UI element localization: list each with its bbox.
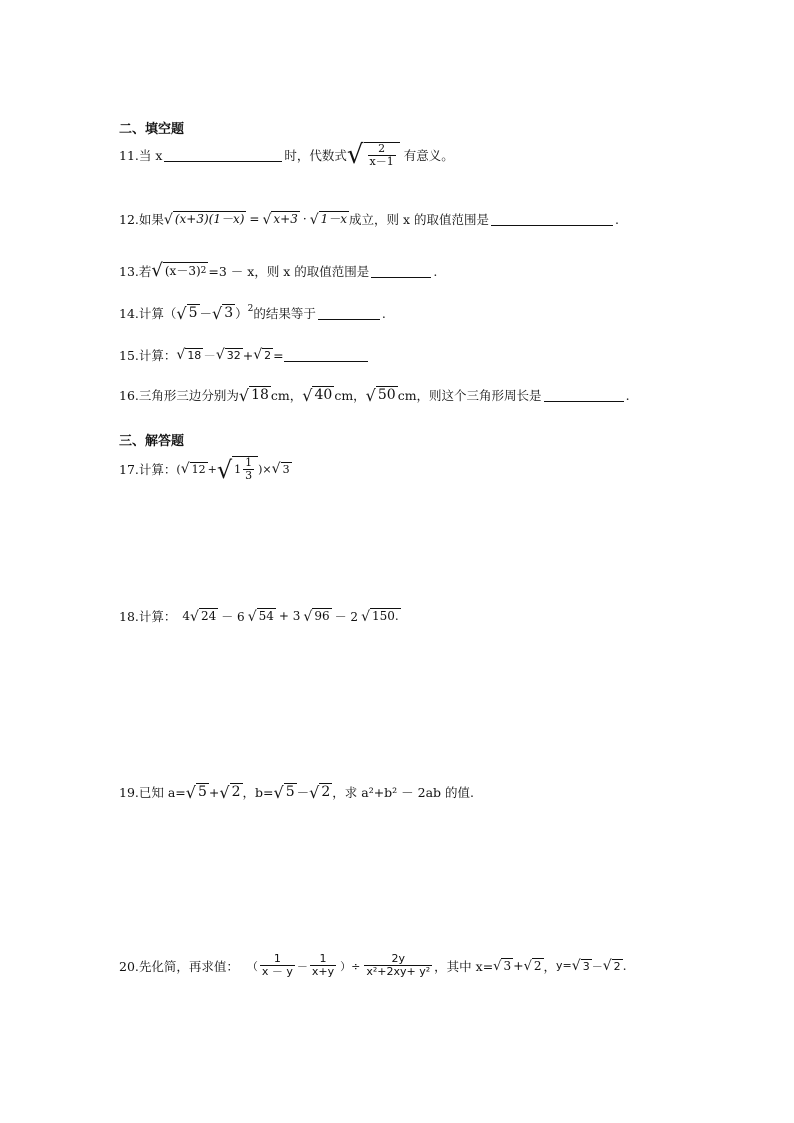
- q20-fraction-2: $\frac{1}{x+y}$: [311, 952, 335, 979]
- sqrt-sign-icon: √: [302, 385, 313, 405]
- sqrt-sign-icon: √: [253, 347, 263, 364]
- q19-radical-4: √ 2: [309, 782, 331, 802]
- section-title-solutions: 三、解答题: [119, 434, 185, 449]
- q17-plus: +: [207, 462, 217, 476]
- question-18: [119, 607, 401, 625]
- q20-suffix: .: [622, 958, 627, 974]
- sqrt-sign-icon: √: [571, 957, 581, 974]
- q12-answer-blank[interactable]: [491, 213, 613, 226]
- q12-dot: ·: [302, 212, 307, 226]
- q12-radical-2: √ x+3: [262, 211, 298, 228]
- q17-prefix: 17.计算：: [119, 462, 177, 478]
- q18-prefix: 18.计算：: [119, 609, 177, 624]
- q20-y-label: y=: [556, 959, 572, 973]
- q16-unit-3: cm，则这个三角形周长是: [397, 388, 542, 403]
- sqrt-sign-icon: √: [273, 782, 284, 802]
- q19-minus: －: [296, 785, 310, 800]
- q20-comma: ，: [543, 958, 557, 974]
- q16-prefix: 16.三角形三边分别为: [119, 388, 239, 403]
- sqrt-sign-icon: √: [163, 211, 173, 228]
- sqrt-sign-icon: √: [216, 456, 233, 485]
- sqrt-sign-icon: √: [523, 959, 532, 975]
- q14-suffix: .: [381, 305, 386, 321]
- q12-radical-3: √ 1－x: [309, 211, 348, 228]
- sqrt-sign-icon: √: [185, 782, 196, 802]
- q14-mid: 的结果等于: [253, 306, 316, 321]
- q20-radical-3: √ 3: [571, 957, 590, 974]
- q20-radical-1: √ 3: [493, 958, 512, 975]
- q18-coef-1: 4: [182, 609, 191, 623]
- question-12: [119, 210, 619, 228]
- q16-unit-2: cm，: [334, 388, 366, 403]
- sqrt-sign-icon: √: [176, 303, 187, 323]
- q14-radical-1: √ 5: [176, 303, 198, 323]
- q18-op-3: － 2: [334, 609, 359, 624]
- q12-suffix: .: [615, 211, 619, 227]
- question-17: [119, 456, 292, 485]
- q16-answer-blank[interactable]: [544, 389, 624, 402]
- q13-prefix: 13.若: [119, 264, 152, 279]
- q20-close-divide: ）÷: [340, 959, 361, 973]
- question-14: [119, 304, 386, 322]
- sqrt-sign-icon: √: [361, 608, 370, 625]
- question-13: [119, 262, 437, 280]
- q19-radical-3: √ 5: [273, 782, 295, 802]
- q16-suffix: .: [625, 387, 630, 403]
- question-11: [119, 140, 454, 171]
- q14-exponent: 2: [247, 304, 254, 314]
- q11-suffix: 有意义。: [403, 148, 454, 164]
- q17-radical-3: √ 3: [271, 461, 290, 478]
- q14-prefix: 14.计算（: [119, 306, 177, 321]
- q18-op-1: － 6: [221, 609, 245, 624]
- q15-radical-2: √ 32: [215, 347, 241, 364]
- sqrt-sign-icon: √: [247, 608, 257, 625]
- sqrt-sign-icon: √: [212, 303, 223, 323]
- question-20: [119, 953, 627, 978]
- q19-radical-1: √ 5: [185, 782, 207, 802]
- q11-radical: [346, 140, 400, 171]
- q11-answer-blank[interactable]: [164, 149, 282, 162]
- q18-radical-1: √ 24: [190, 608, 217, 625]
- q19-prefix: 19.已知 a=: [119, 785, 186, 800]
- q17-open-paren: (: [176, 462, 181, 476]
- sqrt-sign-icon: √: [271, 461, 281, 478]
- q19-plus: +: [208, 784, 220, 800]
- q18-op-2: + 3: [278, 609, 301, 623]
- question-15: [119, 346, 370, 364]
- q17-radical-2: √ 1 $\frac{1}{3}$: [217, 456, 258, 482]
- sqrt-sign-icon: √: [190, 608, 199, 625]
- q12-prefix: 12.如果: [119, 212, 164, 227]
- q13-radical: √ (x－3) 2: [151, 260, 207, 281]
- q20-open-paren: （: [246, 959, 258, 973]
- sqrt-sign-icon: √: [180, 461, 190, 478]
- q20-fraction-3: $\frac{2y}{\text{x²+2xy+ y²}}$: [366, 952, 431, 979]
- sqrt-sign-icon: √: [309, 782, 320, 802]
- q16-unit-1: cm，: [270, 388, 303, 403]
- q20-minus: －: [296, 959, 308, 973]
- q13-eq: =3 － x，则 x 的取值范围是: [208, 264, 370, 279]
- q20-radical-2: √ 2: [523, 958, 542, 975]
- q18-radical-4: √ 150.: [361, 608, 399, 625]
- sqrt-sign-icon: √: [602, 957, 612, 974]
- q15-prefix: 15.计算：: [119, 348, 177, 363]
- sqrt-sign-icon: √: [219, 782, 230, 802]
- q17-close-times: )×: [258, 462, 272, 476]
- q20-plus: +: [513, 958, 524, 974]
- q16-radical-2: √ 40: [302, 385, 333, 405]
- q12-equals: =: [249, 212, 260, 226]
- sqrt-sign-icon: √: [365, 385, 376, 405]
- q20-mid: ，其中 x=: [434, 958, 494, 974]
- q15-equals: =: [273, 347, 284, 363]
- q19-radical-2: √ 2: [219, 782, 241, 802]
- q19-mid: ，b=: [242, 785, 274, 800]
- q20-minus-2: －: [591, 959, 603, 973]
- q19-suffix: ，求 a²+b² － 2ab 的值.: [332, 785, 474, 800]
- q20-radical-4: √ 2: [602, 957, 621, 974]
- q20-fraction-1: $\frac{1}{x - y}$: [261, 952, 293, 979]
- q16-radical-1: √ 18: [238, 385, 269, 405]
- q20-prefix: 20.先化简，再求值：: [119, 958, 239, 974]
- q12-radical-1: √ (x+3)(1－x): [163, 211, 245, 228]
- q15-minus: －: [203, 348, 216, 363]
- sqrt-sign-icon: √: [493, 959, 502, 975]
- q14-answer-blank[interactable]: [318, 307, 380, 320]
- q14-close-paren: ）: [235, 306, 248, 321]
- q15-radical-3: √ 2: [253, 347, 272, 364]
- q15-answer-blank[interactable]: [284, 349, 368, 362]
- section-title-fill-in: 二、填空题: [119, 122, 185, 137]
- sqrt-sign-icon: √: [309, 211, 319, 228]
- sqrt-sign-icon: √: [176, 347, 186, 364]
- question-19: [119, 783, 474, 801]
- q16-radical-3: √ 50: [365, 385, 396, 405]
- q14-minus: －: [199, 306, 213, 321]
- q17-radical-1: √ 12: [180, 461, 206, 478]
- q13-suffix: .: [433, 263, 438, 279]
- q18-radical-3: √ 96: [303, 608, 330, 625]
- q18-radical-2: √ 54: [247, 608, 274, 625]
- q13-answer-blank[interactable]: [371, 265, 431, 278]
- sqrt-sign-icon: √: [346, 140, 364, 171]
- sqrt-sign-icon: √: [262, 211, 272, 228]
- q15-plus: +: [242, 347, 254, 363]
- sqrt-sign-icon: √: [151, 260, 163, 281]
- q15-radical-1: √ 18: [176, 347, 202, 364]
- q11-mid: 时，代数式: [284, 148, 347, 164]
- question-16: [119, 386, 630, 404]
- sqrt-sign-icon: √: [215, 347, 225, 364]
- q11-prefix: 11.当 x: [119, 148, 163, 164]
- sqrt-sign-icon: √: [303, 608, 313, 625]
- q14-radical-2: √ 3: [212, 303, 234, 323]
- q12-mid: 成立，则 x 的取值范围是: [349, 212, 490, 227]
- sqrt-sign-icon: √: [238, 385, 250, 405]
- q11-fraction: $\frac{2}{x-1}$: [369, 142, 394, 169]
